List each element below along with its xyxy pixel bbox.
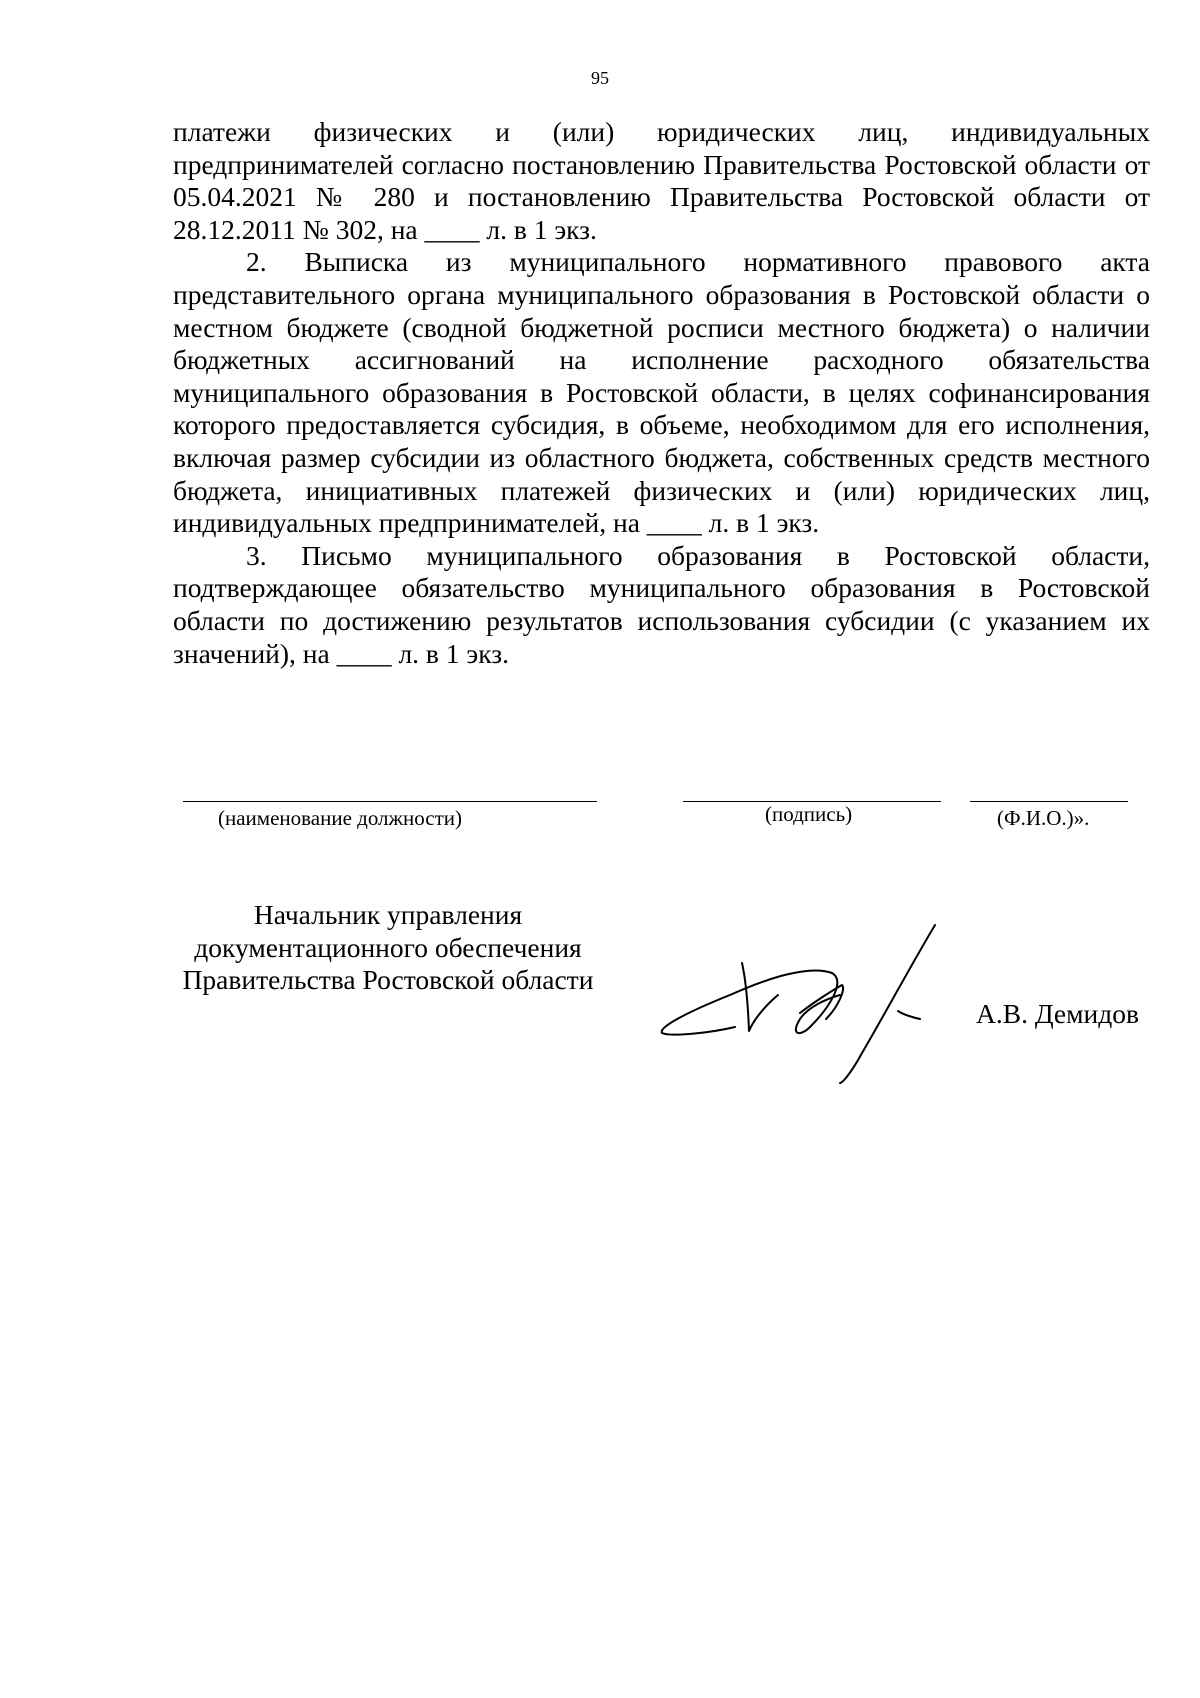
signatory-title-line: Начальник управления — [253, 899, 523, 930]
paragraph-item-3: 3. Письмо муниципального образования в Ростовской области, подтверждающее обязательство муниципального образования в Ростовской области по достижению результатов использования субсидии (с указанием их значений), на ____ л. в 1 экз. — [173, 539, 1150, 669]
signatory-title-line: документационного обеспечения — [194, 931, 582, 963]
paragraph-item-2: 2. Выписка из муниципального нормативного правового акта представительного органа муниципального образования в Ростовской области о местном бюджете (сводной бюджетной росписи местного бюджета) о наличии бюджетных ассигнований на исполнение расходного обязательства муниципального образования в Ростовской области, в целях софинансирования которого предоставляется субсидия, в объеме, необходимом для его исполнения, включая размер субсидии из областного бюджета, собственных средств местного бюджета, инициативных платежей физических и (или) юридических лиц, индивидуальных предпринимателей, на ____ л. в 1 экз. — [173, 246, 1150, 539]
handwritten-signature — [650, 915, 950, 1085]
position-line — [183, 801, 597, 802]
name-caption: (Ф.И.О.)». — [997, 806, 1090, 830]
signature-caption: (подпись) — [765, 802, 853, 826]
paragraph-continuation: платежи физических и (или) юридических лиц, индивидуальных предпринимателей согласно постановлению Правительства Ростовской области от 05.04.2021 № 280 и постановлению Правительства Ростовской области от 28.12.2011 № 302, на ____ л. в 1 экз. — [173, 116, 1150, 245]
signatory-title — [170, 899, 606, 997]
signatory-title-line: Правительства Ростовской области — [182, 964, 594, 996]
document-body — [173, 116, 1150, 670]
page-number: 95 — [591, 68, 609, 88]
position-caption: (наименование должности) — [218, 806, 463, 830]
signatory-name: А.В. Демидов — [976, 998, 1139, 1029]
name-line — [970, 801, 1128, 802]
